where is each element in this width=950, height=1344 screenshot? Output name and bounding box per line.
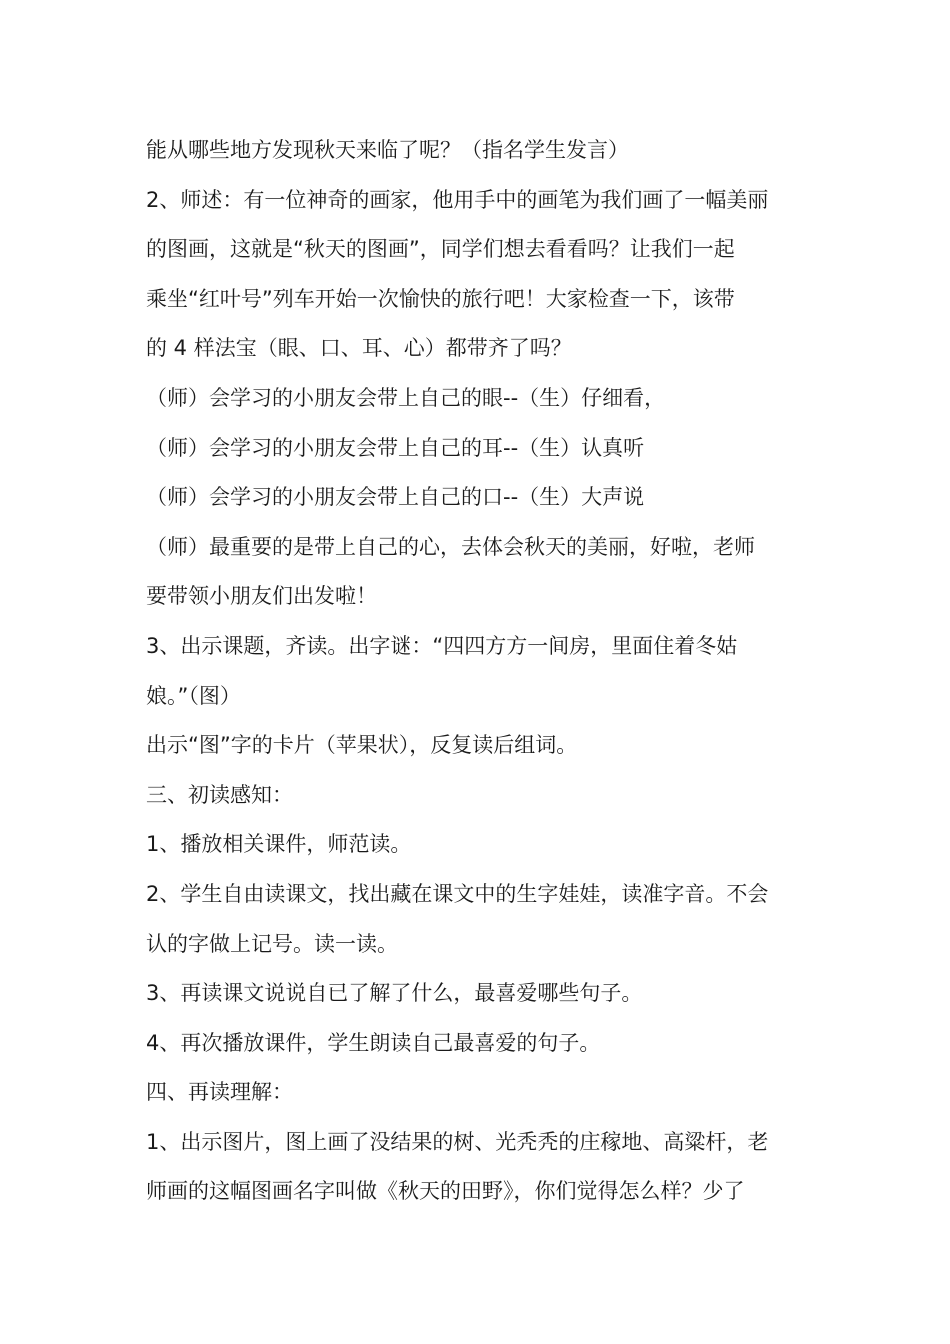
section-heading: 三、初读感知： — [146, 782, 293, 807]
document-body — [146, 126, 810, 1217]
text-line: 娘。”（图） — [146, 683, 241, 708]
text-line: （师）会学习的小朋友会带上自己的口--（生）大声说 — [146, 485, 645, 510]
text-line: 3、出示课题，齐读。出字谜：“四四方方一间房，里面住着冬姑 — [146, 633, 738, 658]
text-line: 的 4 样法宝（眼、口、耳、心）都带齐了吗？ — [146, 336, 572, 361]
text-line: 2、师述：有一位神奇的画家，他用手中的画笔为我们画了一幅美丽 — [146, 187, 769, 212]
text-line: 出示“图”字的卡片（苹果状），反复读后组词。 — [146, 733, 578, 758]
text-line: 4、再次播放课件，学生朗读自己最喜爱的句子。 — [146, 1030, 601, 1055]
text-line: （师）会学习的小朋友会带上自己的眼--（生）仔细看， — [146, 385, 666, 410]
text-line: 1、播放相关课件，师范读。 — [146, 832, 412, 857]
text-line: 乘坐“红叶号”列车开始一次愉快的旅行吧！大家检查一下，该带 — [146, 286, 735, 311]
text-line: 的图画，这就是“秋天的图画”，同学们想去看看吗？让我们一起 — [146, 237, 735, 262]
text-line: （师）最重要的是带上自己的心，去体会秋天的美丽，好啦，老师 — [146, 534, 755, 559]
text-line: 师画的这幅图画名字叫做《秋天的田野》，你们觉得怎么样？少了 — [146, 1179, 745, 1204]
text-line: 3、再读课文说说自已了解了什么，最喜爱哪些句子。 — [146, 981, 643, 1006]
text-line: 2、学生自由读课文，找出藏在课文中的生字娃娃，读准字音。不会 — [146, 881, 769, 906]
text-line: 认的字做上记号。读一读。 — [146, 931, 398, 956]
section-heading: 四、再读理解： — [146, 1080, 293, 1105]
text-line: 能从哪些地方发现秋天来临了呢？（指名学生发言） — [146, 138, 629, 162]
text-line: 1、出示图片，图上画了没结果的树、光秃秃的庄稼地、高粱杆，老 — [146, 1129, 769, 1154]
text-line: 要带领小朋友们出发啦！ — [146, 584, 377, 609]
text-line: （师）会学习的小朋友会带上自己的耳--（生）认真听 — [146, 435, 645, 460]
